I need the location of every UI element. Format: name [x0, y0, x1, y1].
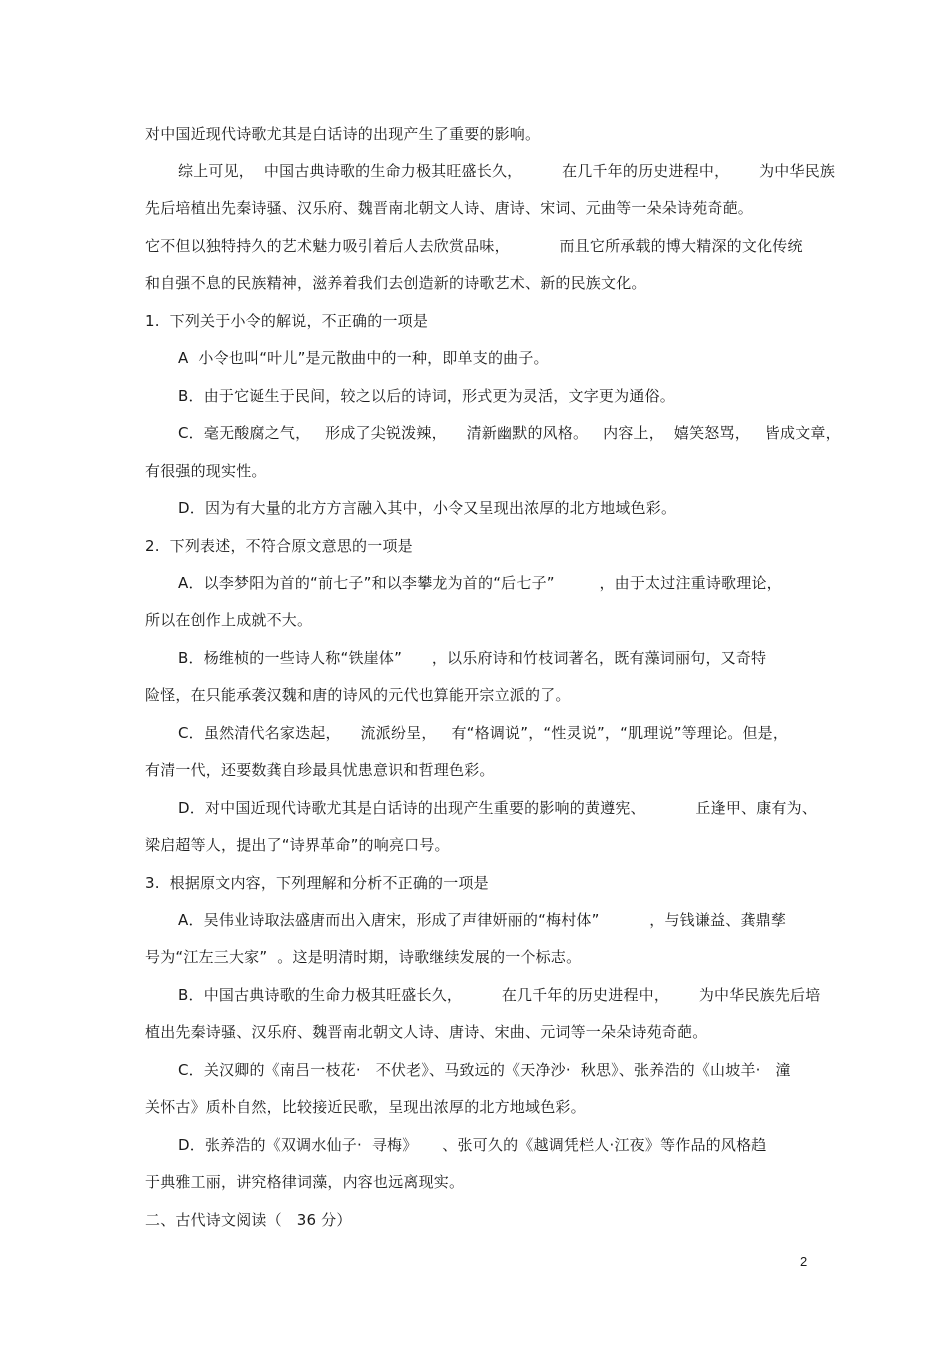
question-2-option-c: C．虽然清代名家迭起， 流派纷呈， 有“格调说”，“性灵说”，“肌理说”等理论。但是，	[178, 724, 789, 742]
text-line: 和自强不息的民族精神，滋养着我们去创造新的诗歌艺术、新的民族文化。	[145, 274, 647, 292]
question-2-option-d: D．对中国近现代诗歌尤其是白话诗的出现产生重要的影响的黄遵宪、 丘逢甲、康有为、	[178, 799, 818, 817]
text-line: 关怀古》质朴自然，比较接近民歌，呈现出浓厚的北方地域色彩。	[145, 1098, 586, 1116]
text-line: 综上可见， 中国古典诗歌的生命力极其旺盛长久， 在几千年的历史进程中， 为中华民族	[178, 162, 836, 180]
text-line: 梁启超等人，提出了“诗界革命”的响亮口号。	[145, 836, 450, 854]
text-line: 险怪，在只能承袭汉魏和唐的诗风的元代也算能开宗立派的了。	[145, 686, 571, 704]
question-3-option-b: B．中国古典诗歌的生命力极其旺盛长久， 在几千年的历史进程中， 为中华民族先后培	[178, 986, 821, 1004]
text-line: 对中国近现代诗歌尤其是白话诗的出现产生了重要的影响。	[145, 125, 541, 143]
question-1-option-b: B．由于它诞生于民间，较之以后的诗词，形式更为灵活，文字更为通俗。	[178, 387, 675, 405]
text-line: 它不但以独特持久的艺术魅力吸引着后人去欣赏品味， 而且它所承载的博大精深的文化传统	[145, 237, 803, 255]
question-3-option-d: D．张养浩的《双调水仙子· 寻梅》 、张可久的《越调凭栏人·江夜》等作品的风格趋	[178, 1136, 767, 1154]
page-number: 2	[800, 1254, 808, 1269]
text-line: 有很强的现实性。	[145, 462, 267, 480]
question-1-option-c: C．毫无酸腐之气， 形成了尖锐泼辣， 清新幽默的风格。 内容上， 嬉笑怒骂， 皆成文章，	[178, 424, 841, 442]
text-line: 号为“江左三大家” 。这是明清时期，诗歌继续发展的一个标志。	[145, 948, 582, 966]
text-line: 所以在创作上成就不大。	[145, 611, 313, 629]
question-2-option-a: A．以李梦阳为首的“前七子”和以李攀龙为首的“后七子” ，由于太过注重诗歌理论，	[178, 574, 782, 592]
text-line: 于典雅工丽，讲究格律词藻，内容也远离现实。	[145, 1173, 465, 1191]
question-2-stem: 2. 下列表述，不符合原文意思的一项是	[145, 537, 413, 555]
text-line: 植出先秦诗骚、汉乐府、魏晋南北朝文人诗、唐诗、宋曲、元词等一朵朵诗苑奇葩。	[145, 1023, 708, 1041]
question-1-option-a: A 小令也叫“叶儿”是元散曲中的一种，即单支的曲子。	[178, 349, 549, 367]
text-line: 先后培植出先秦诗骚、汉乐府、魏晋南北朝文人诗、唐诗、宋词、元曲等一朵朵诗苑奇葩。	[145, 199, 754, 217]
question-1-option-d: D．因为有大量的北方方言融入其中，小令又呈现出浓厚的北方地域色彩。	[178, 499, 677, 517]
question-2-option-b: B．杨维桢的一些诗人称“铁崖体” ，以乐府诗和竹枝词著名，既有藻词丽句，又奇特	[178, 649, 767, 667]
section-heading: 二、古代诗文阅读（ 36 分）	[145, 1211, 352, 1229]
question-1-stem: 1. 下列关于小令的解说，不正确的一项是	[145, 312, 429, 330]
text-line: 有清一代，还要数龚自珍最具忧患意识和哲理色彩。	[145, 761, 495, 779]
question-3-option-c: C．关汉卿的《南吕一枝花· 不伏老》、马致远的《天净沙· 秋思》、张养浩的《山坡羊· 潼	[178, 1061, 791, 1079]
question-3-option-a: A．吴伟业诗取法盛唐而出入唐宋，形成了声律妍丽的“梅村体” ，与钱谦益、龚鼎孳	[178, 911, 787, 929]
question-3-stem: 3. 根据原文内容，下列理解和分析不正确的一项是	[145, 874, 489, 892]
